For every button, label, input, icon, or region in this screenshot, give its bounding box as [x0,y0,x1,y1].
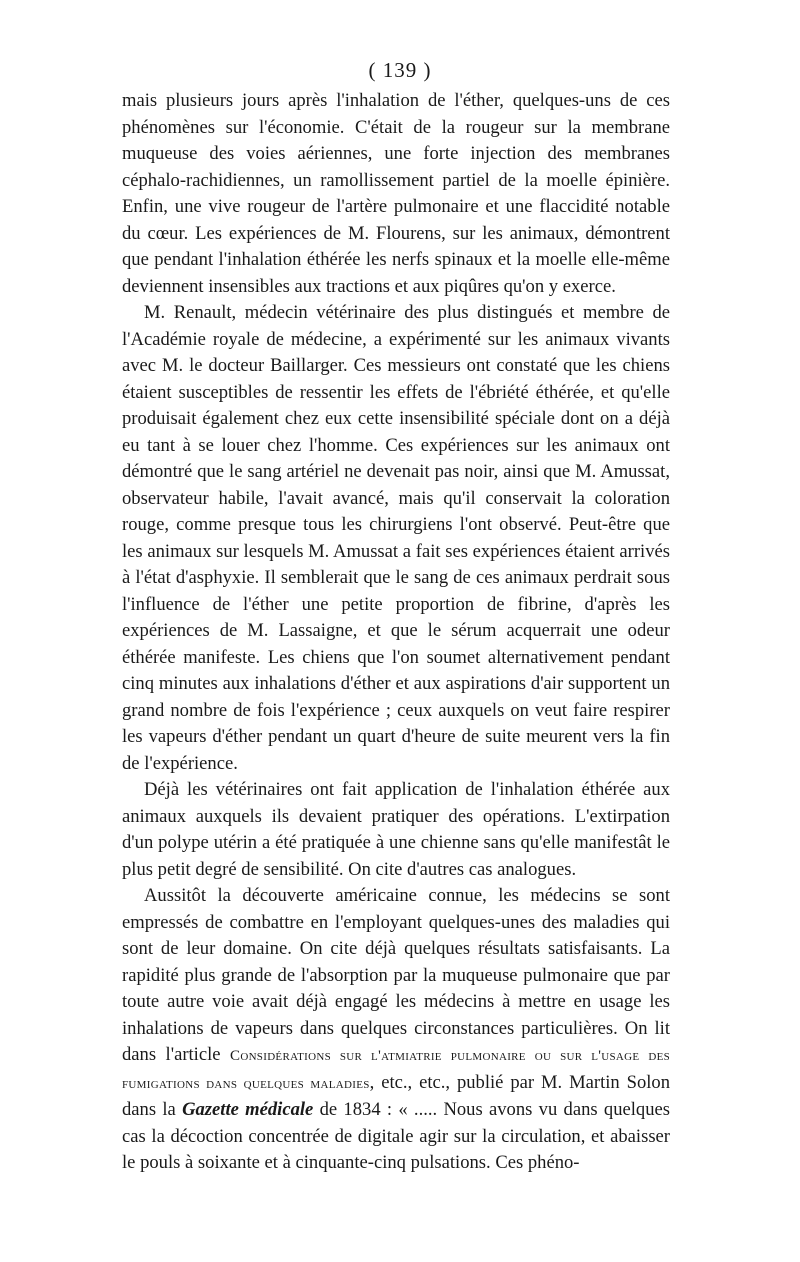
page-number: ( 139 ) [368,58,432,82]
paragraph-3: Déjà les vétérinaires ont fait application de l'inhalation éthérée aux animaux auxquels ils devaient pratiquer des opérations. L'extirpation d'un polype utérin a été pratiquée à une chienne sans qu'elle manifestât le plus petit degré de sensibilité. On cite d'autres cas analogues. [122,779,670,880]
paragraph-4-text-b: , etc., etc., publié par M. Martin Solon dans la [122,1071,671,1120]
body-text [122,88,670,1177]
paragraph-1: mais plusieurs jours après l'inhalation de l'éther, quelques-uns de ces phénomènes sur l'économie. C'était de la rougeur sur la membrane muqueuse des voies aériennes, une forte injection des membranes céphalo-rachidiennes, un ramollissement partiel de la moelle épinière. Enfin, une vive rougeur de l'artère pulmonaire et une flaccidité notable du cœur. Les expériences de M. Flourens, sur les animaux, démontrent que pendant l'inhalation éthérée les nerfs spinaux et la moelle elle-même deviennent insensibles aux tractions et aux piqûres qu'on y exerce. [122,90,670,297]
journal-title: Gazette médicale [182,1099,314,1120]
paragraph-2: M. Renault, médecin vétérinaire des plus distingués et membre de l'Académie royale de médecine, a expérimenté sur les animaux vivants avec M. le docteur Baillarger. Ces messieurs ont constaté que les chiens étaient susceptibles de ressentir les effets de l'ébriété éthérée, et qu'elle produisait également chez eux cette insensibilité spéciale dont on a déjà eu tant à se louer chez l'homme. Ces expériences sur les animaux ont démontré que le sang artériel ne devenait pas noir, ainsi que M. Amussat, observateur habile, l'avait avancé, mais qu'il conservait la coloration rouge, comme presque tous les chirurgiens l'ont observé. Peut-être que les animaux sur lesquels M. Amussat a fait ses expériences étaient arrivés à l'état d'asphyxie. Il semblerait que le sang de ces animaux perdrait sous l'influence de l'éther une petite proportion de fibrine, d'après les expériences de M. Lassaigne, et que le sérum acquerrait une odeur éthérée manifeste. Les chiens que l'on soumet alternativement pendant cinq minutes aux inhalations d'éther et aux aspirations d'air supportent un grand nombre de fois l'expérience ; ceux auxquels on veut faire respirer les vapeurs d'éther pendant un quart d'heure de suite meurent vers la fin de l'expérience. [122,302,670,774]
paragraph-4-text-a: Aussitôt la découverte américaine connue, les médecins se sont empressés de combattre en l'employant quelques-unes des maladies qui sont de leur domaine. On cite déjà quelques résultats satisfaisants. La rapidité plus grande de l'absorption par la muqueuse pulmonaire que par toute autre voie avait déjà engagé les médecins à mettre en usage les inhalations de vapeurs dans quelques circonstances particulières. On lit dans l'article [122,885,670,1065]
paragraph-4-text-c: de 1834 : « ..... Nous avons vu dans quelques cas la décoction concentrée de digitale agir sur la circulation, et abaisser le pouls à soixante et à cinquante-cinq pulsations. Ces phéno- [122,1099,670,1173]
paragraph-4 [122,883,670,1177]
article-title: Considérations sur l'atmiatrie pulmonaire ou sur l'usage des fumigations dans quelques maladies [122,1048,671,1092]
